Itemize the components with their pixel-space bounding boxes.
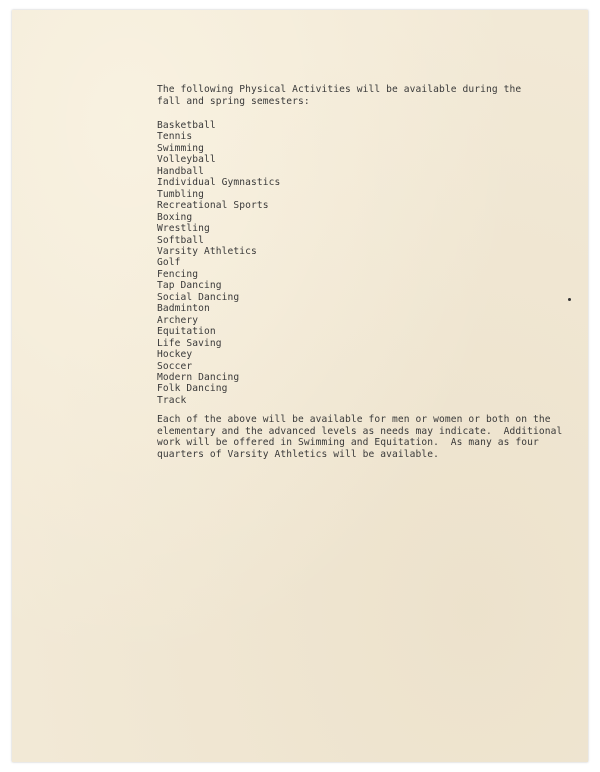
activity-list xyxy=(157,120,280,406)
closing-line: elementary and the advanced levels as needs may indicate. Additional xyxy=(157,425,563,437)
closing-paragraph xyxy=(157,414,562,460)
intro-line: fall and spring semesters: xyxy=(157,95,310,107)
intro-paragraph xyxy=(157,84,537,107)
activity-item: Hockey xyxy=(157,349,193,361)
activity-item: Basketball xyxy=(157,120,216,131)
activity-item: Varsity Athletics xyxy=(157,245,257,257)
closing-line: work will be offered in Swimming and Equitation. As many as four xyxy=(157,437,539,449)
activity-item: Soccer xyxy=(157,360,193,372)
activity-item: Badminton xyxy=(157,303,210,315)
activity-item: Softball xyxy=(157,234,205,246)
activity-item: Equitation xyxy=(157,326,216,338)
activity-item: Track xyxy=(157,394,187,406)
activity-item: Folk Dancing xyxy=(157,383,228,395)
activity-item: Fencing xyxy=(157,268,199,280)
activity-item: Tennis xyxy=(157,131,193,143)
activity-item: Handball xyxy=(157,165,205,177)
activity-item: Tap Dancing xyxy=(157,280,222,292)
activity-item: Social Dancing xyxy=(157,291,240,303)
activity-item: Individual Gymnastics xyxy=(157,177,281,189)
activity-item: Tumbling xyxy=(157,188,205,200)
closing-line: Each of the above will be available for men or women or both on the xyxy=(157,414,551,425)
activity-item: Golf xyxy=(157,257,181,269)
activity-item: Swimming xyxy=(157,142,205,154)
ink-speck xyxy=(568,298,571,301)
intro-line: The following Physical Activities will be available during the xyxy=(157,84,522,95)
activity-item: Wrestling xyxy=(157,223,210,235)
closing-line: quarters of Varsity Athletics will be available. xyxy=(157,448,440,460)
activity-item: Recreational Sports xyxy=(157,200,269,212)
activity-item: Life Saving xyxy=(157,337,222,349)
document-page xyxy=(12,10,588,762)
activity-item: Volleyball xyxy=(157,154,216,166)
activity-item: Archery xyxy=(157,314,199,326)
activity-item: Boxing xyxy=(157,211,193,223)
activity-item: Modern Dancing xyxy=(157,371,240,383)
